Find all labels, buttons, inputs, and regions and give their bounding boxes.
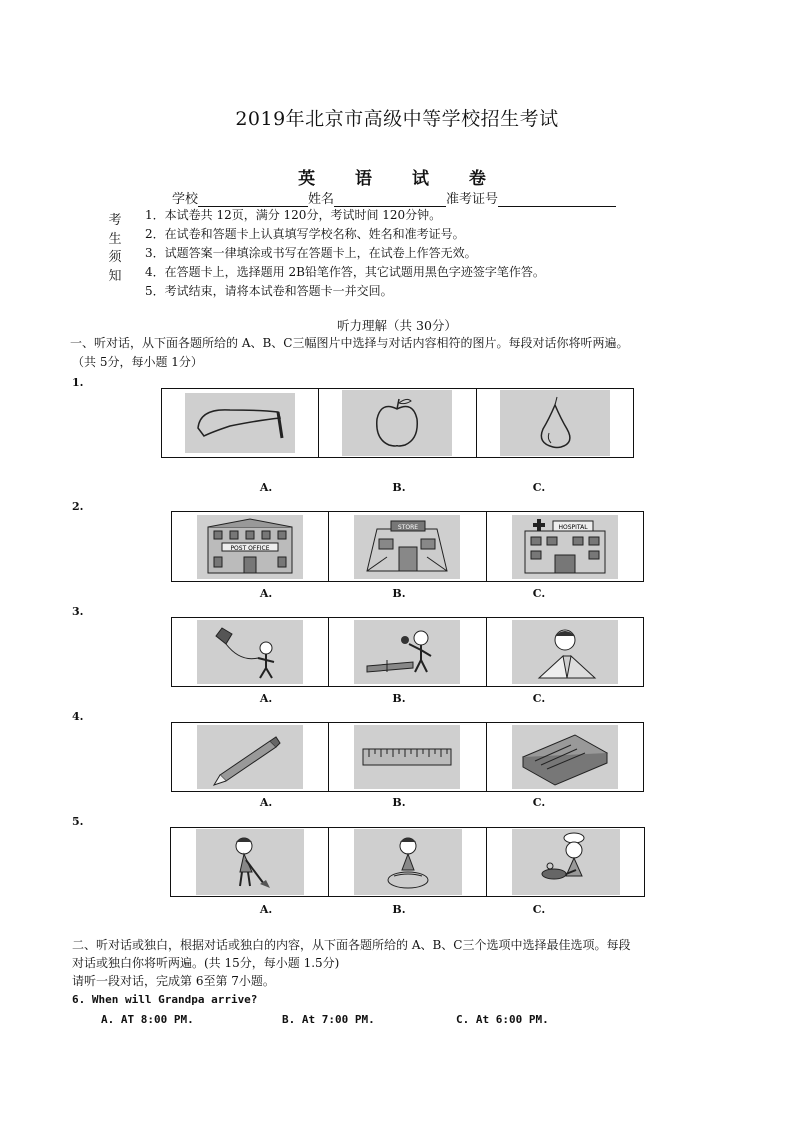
ruler-icon xyxy=(354,725,460,789)
question-4-pictures xyxy=(171,722,644,792)
option-a-cell[interactable] xyxy=(172,723,329,791)
notice-item: 4．在答题卡上，选择题用 2B铅笔作答，其它试题用黑色字迹签字笔作答。 xyxy=(145,265,545,279)
option-letter: C. xyxy=(532,796,546,809)
store-icon xyxy=(354,515,460,579)
pencil-box-icon xyxy=(512,725,618,789)
pencil-icon xyxy=(197,725,303,789)
part1-scoring: （共 5分，每小题 1分） xyxy=(72,355,203,369)
question-number: 4. xyxy=(72,710,84,723)
q6-option-b[interactable]: B. At 7:00 PM. xyxy=(282,1013,375,1026)
question-2-pictures xyxy=(171,511,644,582)
notice-label: 考 生 须 知 xyxy=(108,213,122,284)
candidate-info-line xyxy=(172,188,616,207)
school-label: 学校 xyxy=(172,192,199,207)
section-title: 听力理解（共 30分） xyxy=(337,318,457,333)
notice-item: 5．考试结束，请将本试卷和答题卡一并交回。 xyxy=(145,284,393,298)
option-letter: A. xyxy=(259,692,273,705)
boy-reading-book-icon xyxy=(512,620,618,684)
option-a-cell[interactable] xyxy=(172,618,329,686)
notice-item: 2．在试卷和答题卡上认真填写学校名称、姓名和准考证号。 xyxy=(145,227,465,241)
girl-sweeping-icon xyxy=(196,829,304,895)
option-b-cell[interactable] xyxy=(329,723,486,791)
question-6: 6. When will Grandpa arrive? xyxy=(72,993,258,1006)
part1-instruction: 一、听对话，从下面各题所给的 A、B、C三幅图片中选择与对话内容相符的图片。每段对话你将听两遍。 xyxy=(70,336,629,350)
option-a-cell[interactable] xyxy=(171,828,329,896)
option-letter: B. xyxy=(392,481,406,494)
exam-title: 2019年北京市高级中等学校招生考试 xyxy=(235,108,559,130)
question-number: 3. xyxy=(72,605,84,618)
notice-item: 1．本试卷共 12页，满分 120分，考试时间 120分钟。 xyxy=(145,208,442,222)
part2-instruction: 二、听对话或独白，根据对话或独白的内容，从下面各题所给的 A、B、C三个选项中选择最佳选项。每段 xyxy=(72,938,631,952)
option-c-cell[interactable] xyxy=(487,618,643,686)
apple-icon xyxy=(342,390,452,456)
option-letter: C. xyxy=(532,692,546,705)
question-3-pictures xyxy=(171,617,644,687)
boy-flying-kite-icon xyxy=(197,620,303,684)
store-sign: STORE xyxy=(398,523,419,531)
option-letter: C. xyxy=(532,481,546,494)
girl-cooking-icon xyxy=(512,829,620,895)
girl-washing-clothes-icon xyxy=(354,829,462,895)
hospital-icon xyxy=(512,515,618,579)
post-office-icon xyxy=(197,515,303,579)
option-letter: B. xyxy=(392,692,406,705)
option-letter: C. xyxy=(532,587,546,600)
option-letter: C. xyxy=(532,903,546,916)
option-c-cell[interactable] xyxy=(477,389,633,457)
hospital-sign: HOSPITAL xyxy=(558,523,588,531)
part2-instruction-cont: 对话或独白你将听两遍。(共 15分，每小题 1.5分) xyxy=(72,956,340,970)
notice-item: 3．试题答案一律填涂或书写在答题卡上，在试卷上作答无效。 xyxy=(145,246,477,260)
option-b-cell[interactable] xyxy=(329,618,486,686)
question-number: 1. xyxy=(72,376,84,389)
exam-id-blank xyxy=(498,192,616,207)
option-letter: B. xyxy=(392,903,406,916)
question-5-pictures xyxy=(170,827,645,897)
name-label: 姓名 xyxy=(308,192,335,207)
question-number: 5. xyxy=(72,815,84,828)
option-letter: A. xyxy=(259,796,273,809)
option-letter: A. xyxy=(259,481,273,494)
name-blank xyxy=(334,192,446,207)
option-b-cell[interactable] xyxy=(329,828,487,896)
question-1-pictures xyxy=(161,388,634,458)
q6-option-c[interactable]: C. At 6:00 PM. xyxy=(456,1013,549,1026)
exam-notice xyxy=(145,206,545,301)
option-a-cell[interactable] xyxy=(172,512,329,581)
option-c-cell[interactable] xyxy=(487,723,643,791)
pear-icon xyxy=(500,390,610,456)
option-b-cell[interactable] xyxy=(319,389,476,457)
option-c-cell[interactable] xyxy=(487,512,643,581)
boy-playing-ping-pong-icon xyxy=(354,620,460,684)
option-c-cell[interactable] xyxy=(487,828,644,896)
option-letter: B. xyxy=(392,796,406,809)
exam-id-label: 准考证号 xyxy=(446,192,499,207)
q6-option-a[interactable]: A. AT 8:00 PM. xyxy=(101,1013,194,1026)
part2-subinstruction: 请听一段对话，完成第 6至第 7小题。 xyxy=(72,974,275,988)
option-letter: A. xyxy=(259,903,273,916)
paper-subtitle: 英 语 试 卷 xyxy=(298,169,496,189)
option-letter: B. xyxy=(392,587,406,600)
banana-icon xyxy=(185,393,295,453)
option-letter: A. xyxy=(259,587,273,600)
school-blank xyxy=(198,192,308,207)
option-a-cell[interactable] xyxy=(162,389,319,457)
question-number: 2. xyxy=(72,500,84,513)
post-office-sign: POST OFFICE xyxy=(230,544,270,552)
option-b-cell[interactable] xyxy=(329,512,486,581)
